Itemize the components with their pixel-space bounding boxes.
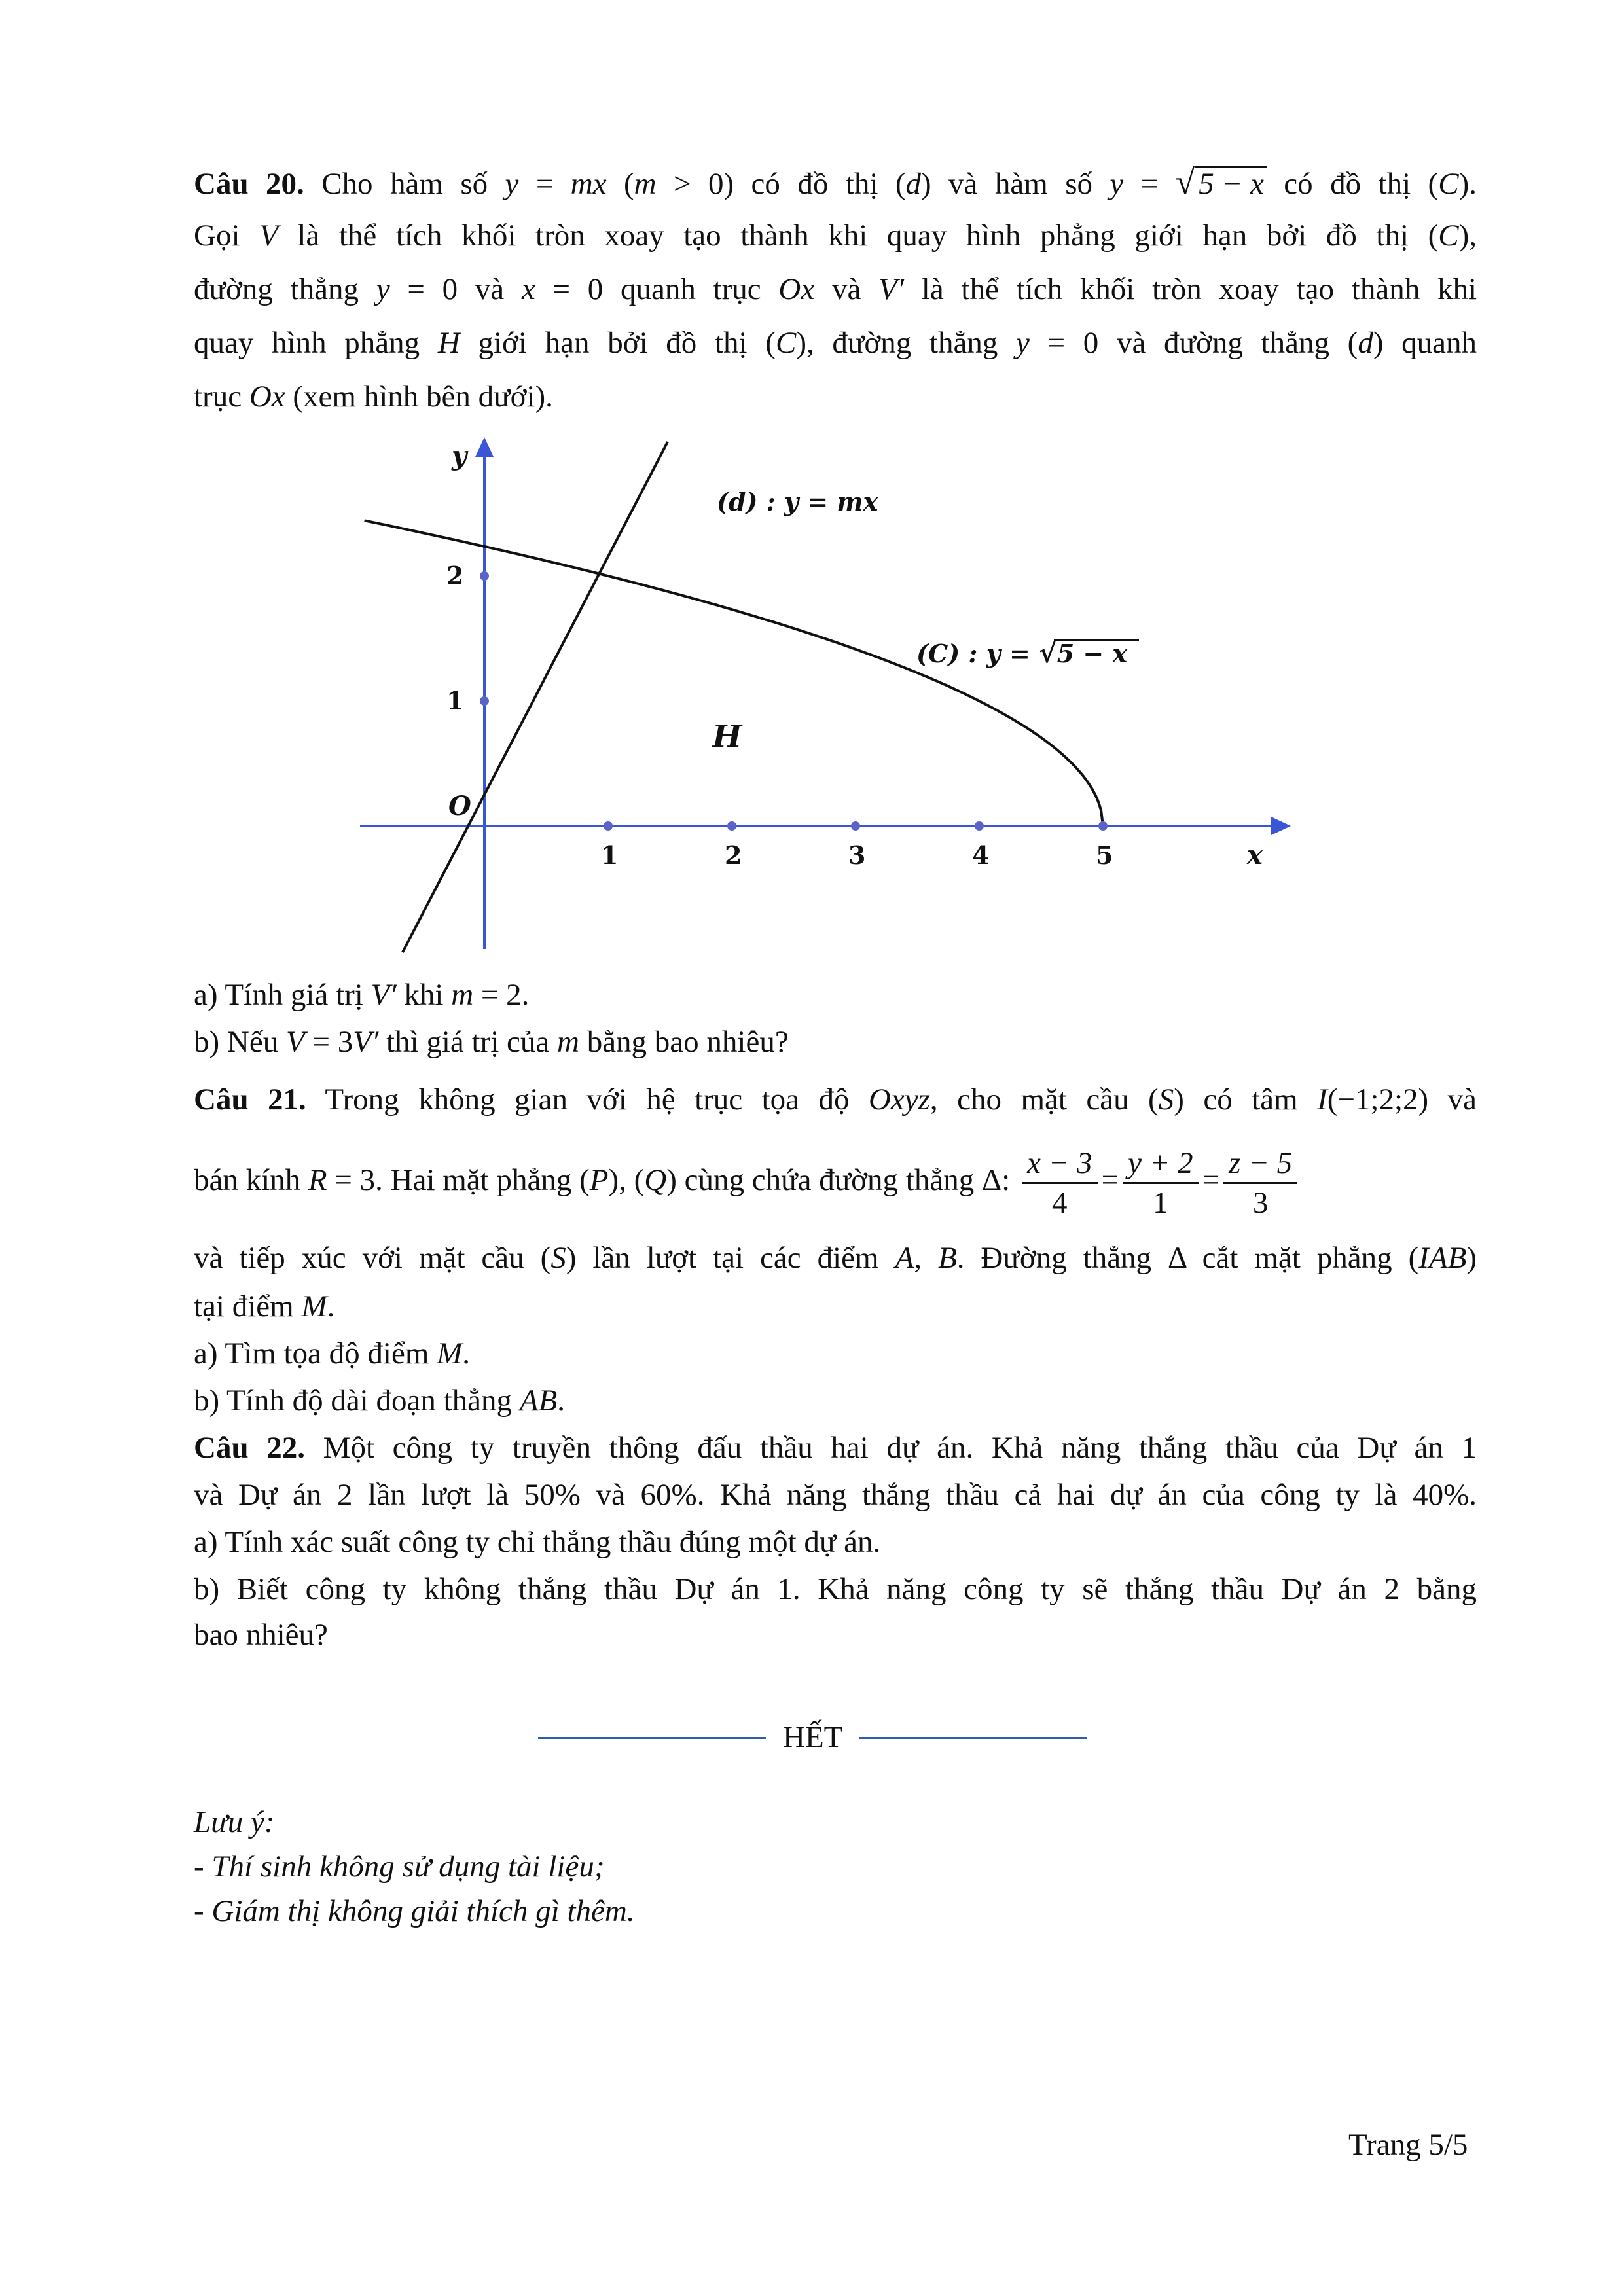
q22-label: Câu 22. xyxy=(194,1431,305,1465)
end-rule-left xyxy=(538,1737,766,1739)
region-h-label xyxy=(711,719,743,755)
x-axis-arrow xyxy=(1271,817,1291,835)
q21-label: Câu 21. xyxy=(194,1083,306,1117)
line-d xyxy=(403,442,668,952)
x-tick-dot xyxy=(975,821,984,831)
line-d-label: (d) : y = mx xyxy=(717,487,878,516)
x-axis-label: x xyxy=(1247,840,1263,870)
y-tick-dot xyxy=(480,571,489,581)
q20-line-1: Câu 20. Cho hàm số y = mx (m > 0) có đồ thị (d) và hàm số y = √ 5 − x có đồ thị (C). xyxy=(194,162,1477,202)
q21-part-a: a) Tìm tọa độ điểm M. xyxy=(194,1336,471,1371)
q20-line-3: đường thẳng y = 0 và x = 0 quanh trục Ox và V′ là thể tích khối tròn xoay tạo thành khi xyxy=(194,272,1477,306)
q20-part-a: a) Tính giá trị V′ khi m = 2. xyxy=(194,978,530,1012)
x-tick-label: 3 xyxy=(848,840,866,870)
note-item: - Giám thị không giải thích gì thêm. xyxy=(194,1894,635,1928)
q22-line-2: và Dự án 2 lần lượt là 50% và 60%. Khả năng thắng thầu cả hai dự án của công ty là 40%. xyxy=(194,1478,1477,1512)
q22-part-b-line-1: b) Biết công ty không thắng thầu Dự án 1. Khả năng công ty sẽ thắng thầu Dự án 2 bằng xyxy=(194,1572,1477,1606)
end-rule-right xyxy=(859,1737,1087,1739)
q20-line-4: quay hình phẳng H giới hạn bởi đồ thị (C), đường thẳng y = 0 và đường thẳng (d) quanh xyxy=(194,326,1477,360)
sqrt-radicand: 5 − x xyxy=(1195,166,1267,200)
note-item: - Thí sinh không sử dụng tài liệu; xyxy=(194,1850,605,1884)
y-tick-label: 2 xyxy=(446,561,464,590)
q20-part-b: b) Nếu V = 3V′ thì giá trị của m bằng bao nhiêu? xyxy=(194,1025,789,1059)
x-tick-dot xyxy=(1098,821,1108,831)
region-label: H xyxy=(712,719,742,755)
y-tick-label: 1 xyxy=(446,686,464,715)
x-tick-label: 4 xyxy=(972,840,990,870)
q22-line-1: Câu 22. Một công ty truyền thông đấu thầu hai dự án. Khả năng thắng thầu của Dự án 1 xyxy=(194,1431,1477,1465)
x-tick-label: 2 xyxy=(725,840,742,870)
q22-part-b-line-2: bao nhiêu? xyxy=(194,1618,328,1652)
fraction-z: $\frac{z - 5}{3}$ xyxy=(1223,1144,1297,1222)
origin-label: O xyxy=(448,791,471,821)
q21-line-2: bán kính R = 3. Hai mặt phẳng (P), (Q) cùng chứa đường thẳng Δ: $\frac{x - 3}{4}$ = $\frac{y + 2}{1}$ = $\frac{z - 5}{3}$ xyxy=(194,1138,1477,1223)
x-tick-dot xyxy=(604,821,613,831)
y-axis-arrow xyxy=(475,437,494,457)
page-number: Trang 5/5 xyxy=(1348,2128,1468,2162)
sqrt-sign: √ xyxy=(1175,162,1195,202)
x-tick-label: 1 xyxy=(601,840,619,870)
q21-line-4: tại điểm M. xyxy=(194,1289,335,1323)
graph-figure xyxy=(353,432,1296,956)
q20-line-5: trục Ox (xem hình bên dưới). xyxy=(194,380,553,414)
q21-line-3: và tiếp xúc với mặt cầu (S) lần lượt tại các điểm A, B. Đường thẳng Δ cắt mặt phẳng (IAB) xyxy=(194,1241,1477,1275)
fraction-y: $\frac{y + 2}{1}$ xyxy=(1123,1144,1199,1222)
q20-label: Câu 20. xyxy=(194,167,304,201)
y-tick-dot xyxy=(480,696,489,706)
q22-part-a: a) Tính xác suất công ty chỉ thắng thầu đúng một dự án. xyxy=(194,1525,881,1559)
x-tick-dot xyxy=(727,821,736,831)
curve-c-label: (C) : y = √5 − x xyxy=(916,637,1128,669)
q21-part-b: b) Tính độ dài đoạn thẳng AB. xyxy=(194,1384,565,1418)
end-text: HẾT xyxy=(783,1720,843,1754)
notes-title: Lưu ý: xyxy=(194,1805,275,1839)
q21-line-1: Câu 21. Trong không gian với hệ trục tọa độ Oxyz, cho mặt cầu (S) có tâm I(−1;2;2) và xyxy=(194,1083,1477,1117)
q20-line-2: Gọi V là thể tích khối tròn xoay tạo thành khi quay hình phẳng giới hạn bởi đồ thị (C), xyxy=(194,219,1477,253)
x-tick-label: 5 xyxy=(1096,840,1113,870)
fraction-x: $\frac{x - 3}{4}$ xyxy=(1022,1144,1098,1222)
x-tick-dot xyxy=(851,821,860,831)
curve-c xyxy=(365,520,1103,826)
y-axis-label: y xyxy=(452,440,467,471)
